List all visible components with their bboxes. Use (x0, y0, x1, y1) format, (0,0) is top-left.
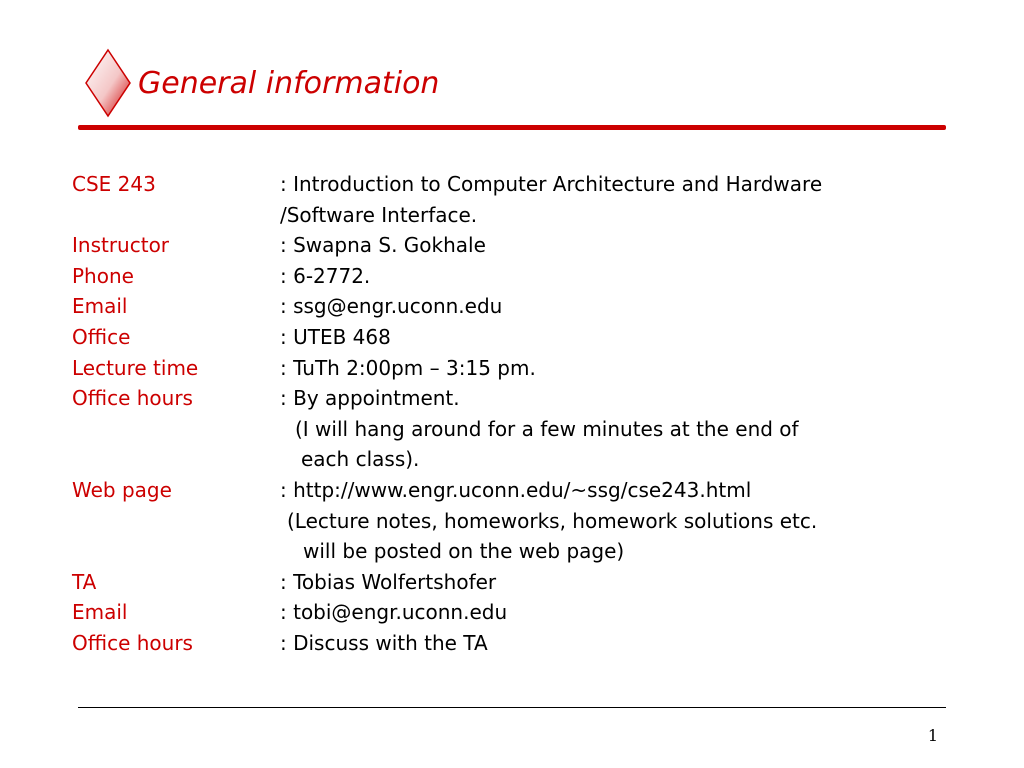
info-row-lecture-time (72, 353, 952, 384)
footer-divider (78, 707, 946, 708)
diamond-bullet-icon (84, 48, 132, 118)
info-label: Email (72, 600, 128, 625)
info-value: : By appointment. (280, 386, 460, 411)
info-row-web-page-note-continued (72, 536, 952, 567)
info-value: : Introduction to Computer Architecture and Hardware (280, 172, 823, 196)
info-row-web-page-note (72, 506, 952, 537)
info-value: : Tobias Wolfertshofer (280, 569, 497, 594)
info-label: Lecture time (72, 355, 199, 380)
info-row-web-page (72, 475, 952, 506)
info-row-office-hours (72, 383, 952, 414)
info-label: CSE 243 (72, 172, 156, 196)
info-label: Office hours (72, 386, 193, 411)
info-row-instructor (72, 230, 952, 261)
page-number: 1 (927, 726, 938, 745)
info-label: TA (72, 569, 97, 594)
info-row-course-continued (72, 200, 952, 231)
info-value: will be posted on the web page) (303, 539, 625, 564)
info-value: each class). (301, 447, 420, 472)
slide-title: General information (138, 66, 440, 101)
info-value: : Swapna S. Gokhale (280, 233, 486, 258)
title-divider (78, 125, 946, 130)
info-value: /Software Interface. (280, 202, 478, 227)
web-page-link: : http://www.engr.uconn.edu/~ssg/cse243.html (280, 477, 752, 502)
info-value: : 6-2772. (280, 263, 371, 288)
info-label: Office hours (72, 630, 193, 655)
info-row-ta-email (72, 597, 952, 628)
info-label: Office (72, 324, 131, 349)
info-value: : TuTh 2:00pm – 3:15 pm. (280, 355, 536, 380)
info-row-course (72, 169, 952, 200)
info-row-office-hours-note-continued (72, 444, 952, 475)
info-list (72, 169, 952, 659)
info-row-office (72, 322, 952, 353)
info-value: : Discuss with the TA (280, 630, 488, 655)
info-value: (Lecture notes, homeworks, homework solutions etc. (287, 508, 818, 533)
info-row-office-hours-note (72, 414, 952, 445)
info-label: Web page (72, 477, 172, 502)
info-row-phone (72, 261, 952, 292)
info-value: (I will hang around for a few minutes at the end of (295, 416, 799, 441)
info-row-email (72, 291, 952, 322)
info-value: : ssg@engr.uconn.edu (280, 294, 503, 319)
info-label: Instructor (72, 233, 170, 258)
info-label: Email (72, 294, 128, 319)
info-row-ta (72, 567, 952, 598)
info-value: : UTEB 468 (280, 324, 391, 349)
info-row-ta-office-hours (72, 628, 952, 659)
info-value: : tobi@engr.uconn.edu (280, 600, 508, 625)
info-label: Phone (72, 263, 134, 288)
